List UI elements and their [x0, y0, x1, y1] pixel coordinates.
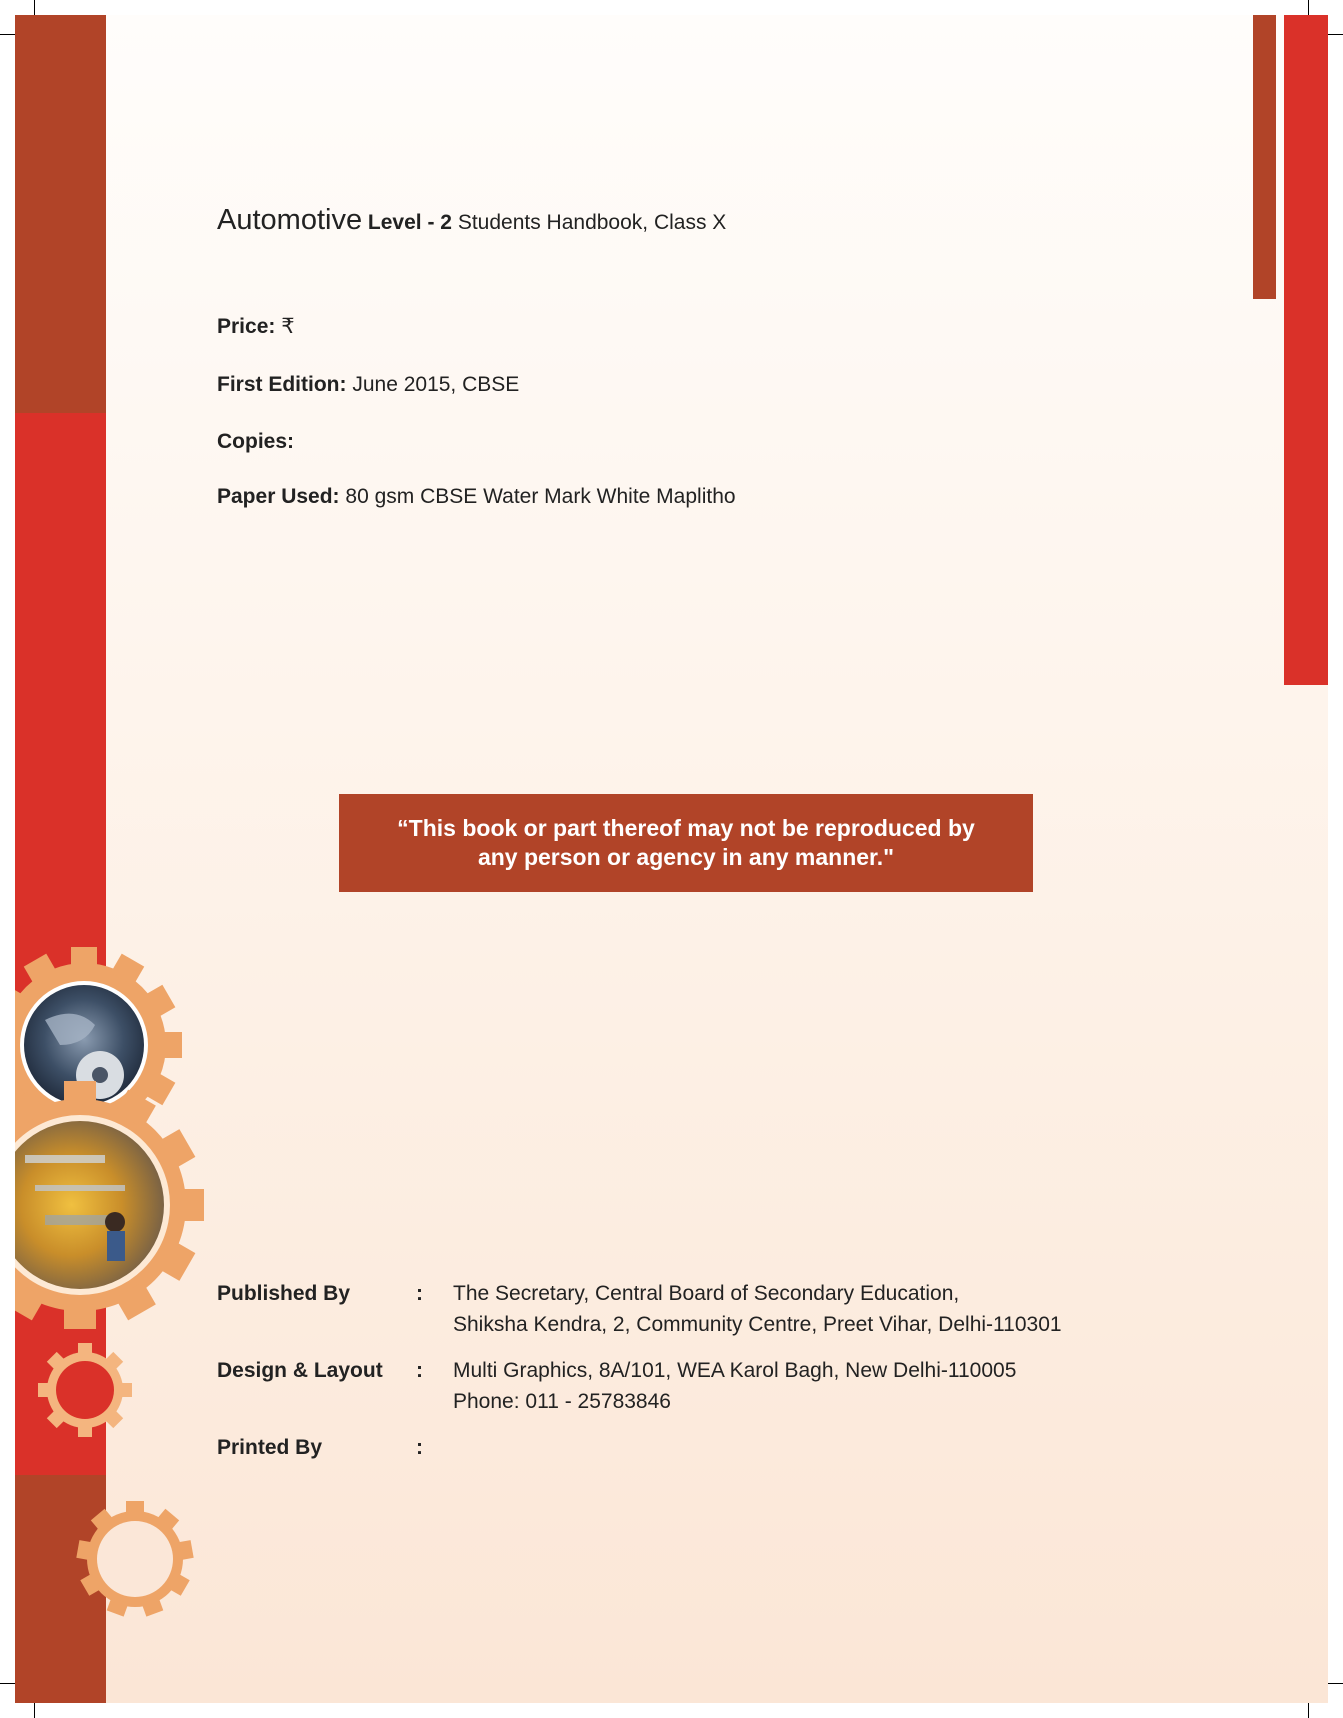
price-value: ₹: [281, 315, 295, 338]
notice-line-1: “This book or part thereof may not be reproduced by: [397, 815, 975, 841]
edition-field: [217, 373, 519, 397]
design-line-2: Phone: 011 - 25783846: [453, 1390, 671, 1413]
book-title: [217, 204, 726, 237]
title-subject: Automotive: [217, 204, 363, 236]
title-rest: Students Handbook, Class X: [457, 211, 727, 234]
copyright-notice: [339, 794, 1033, 892]
price-field: [217, 314, 295, 339]
separator: :: [416, 1282, 423, 1305]
paper-label: Paper Used:: [217, 485, 340, 508]
right-bar-thin: [1253, 15, 1276, 299]
title-level: Level - 2: [367, 211, 452, 234]
paper-value: 80 gsm CBSE Water Mark White Maplitho: [345, 485, 736, 508]
copies-label: Copies:: [217, 430, 295, 453]
published-row: [217, 1278, 1217, 1340]
edition-label: First Edition:: [217, 373, 347, 396]
right-bar-wide: [1284, 15, 1328, 685]
separator: :: [416, 1359, 423, 1382]
design-label: Design & Layout: [217, 1359, 383, 1382]
design-line-1: Multi Graphics, 8A/101, WEA Karol Bagh, New Delhi-110005: [453, 1359, 1017, 1382]
printed-label: Printed By: [217, 1436, 323, 1459]
price-label: Price:: [217, 315, 276, 338]
edition-value: June 2015, CBSE: [352, 373, 520, 396]
published-line-1: The Secretary, Central Board of Secondary Education,: [453, 1282, 960, 1305]
paper-field: [217, 485, 736, 509]
published-line-2: Shiksha Kendra, 2, Community Centre, Preet Vihar, Delhi-110301: [453, 1313, 1062, 1336]
design-row: [217, 1355, 1217, 1417]
gear-outline-icon: [15, 1475, 194, 1703]
design-value: [453, 1355, 1016, 1417]
gear-small-icon: [38, 1343, 132, 1437]
gear-photo-factory-icon: [15, 1081, 204, 1329]
published-value: [453, 1278, 1062, 1340]
copies-field: [217, 430, 294, 454]
separator: :: [416, 1436, 423, 1459]
notice-line-2: any person or agency in any manner.": [477, 844, 895, 870]
published-label: Published By: [217, 1282, 351, 1305]
printed-row: [217, 1432, 1217, 1463]
